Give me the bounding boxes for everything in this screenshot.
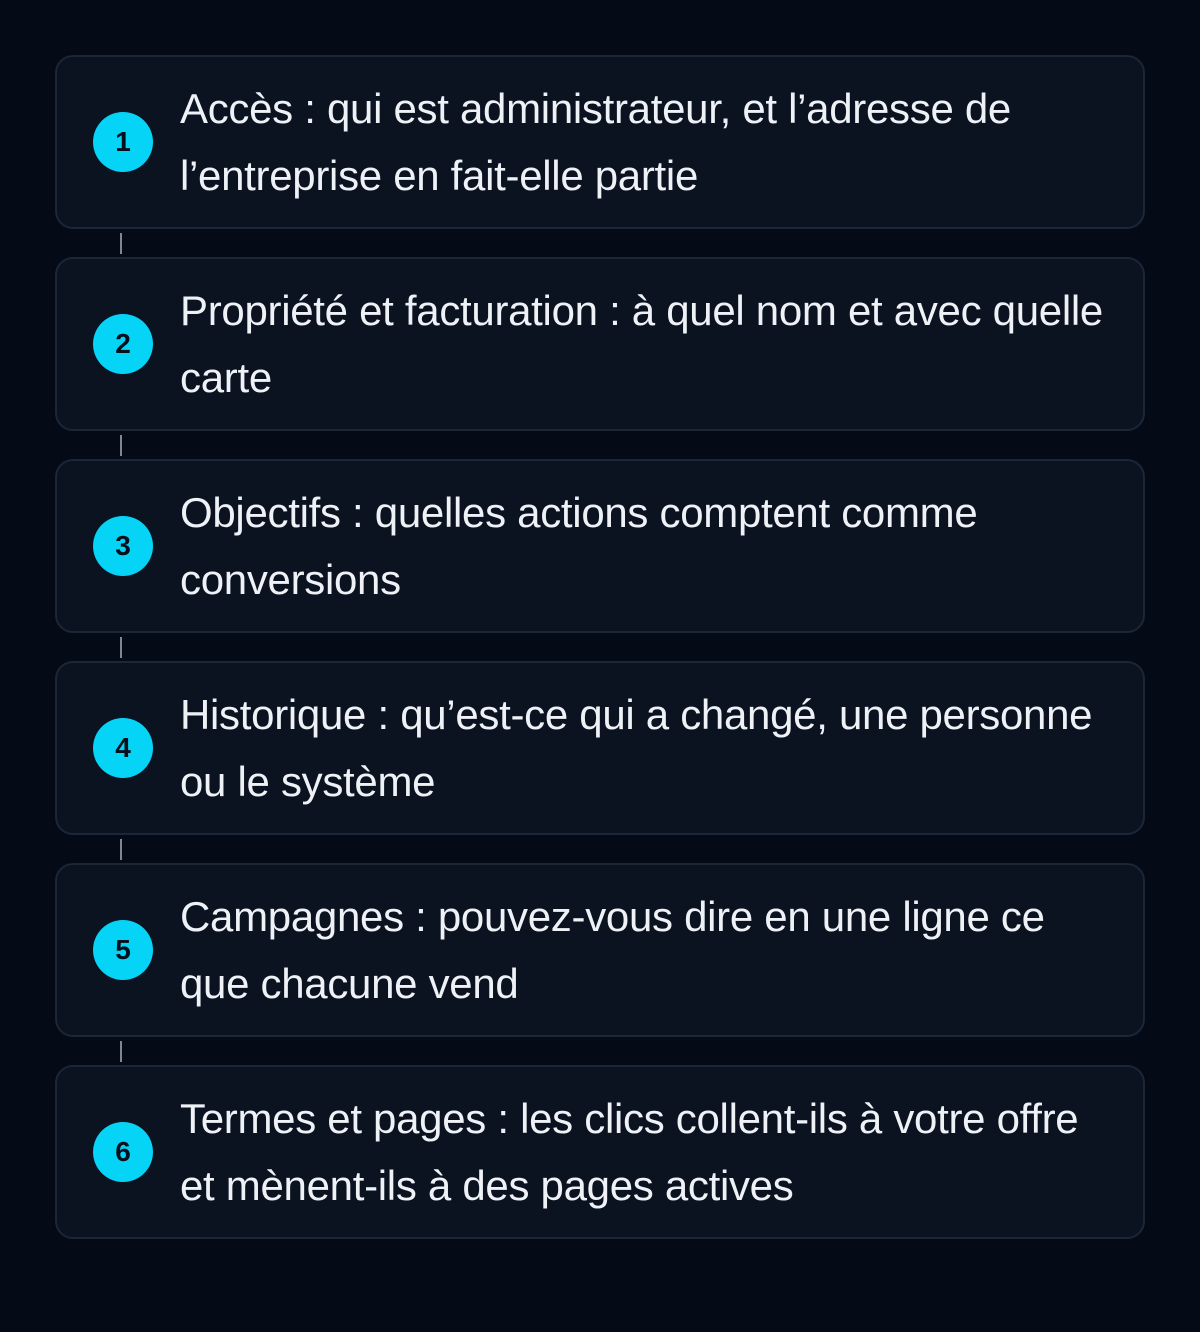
step-number-badge: 2 — [93, 314, 153, 374]
step-connector — [55, 431, 1145, 459]
step-card-5 — [55, 863, 1145, 1037]
step-card-6 — [55, 1065, 1145, 1239]
step-number-badge: 3 — [93, 516, 153, 576]
step-connector — [55, 835, 1145, 863]
step-number-badge: 6 — [93, 1122, 153, 1182]
step-text: Termes et pages : les clics collent-ils à votre offre et mènent-ils à des pages actives — [180, 1095, 1079, 1209]
step-text: Campagnes : pouvez-vous dire en une ligne ce que chacune vend — [180, 893, 1045, 1007]
step-card-1 — [55, 55, 1145, 229]
step-card-2 — [55, 257, 1145, 431]
step-connector — [55, 1037, 1145, 1065]
step-card-4 — [55, 661, 1145, 835]
step-number-badge: 4 — [93, 718, 153, 778]
checklist-steps — [55, 55, 1145, 1239]
step-connector — [55, 633, 1145, 661]
step-text: Propriété et facturation : à quel nom et avec quelle carte — [180, 287, 1103, 401]
step-text: Accès : qui est administrateur, et l’adresse de l’entreprise en fait-elle partie — [180, 85, 1011, 199]
step-connector — [55, 229, 1145, 257]
step-text: Objectifs : quelles actions comptent comme conversions — [180, 489, 978, 603]
step-number-badge: 5 — [93, 920, 153, 980]
step-number-badge: 1 — [93, 112, 153, 172]
step-text: Historique : qu’est-ce qui a changé, une personne ou le système — [180, 691, 1093, 805]
step-card-3 — [55, 459, 1145, 633]
